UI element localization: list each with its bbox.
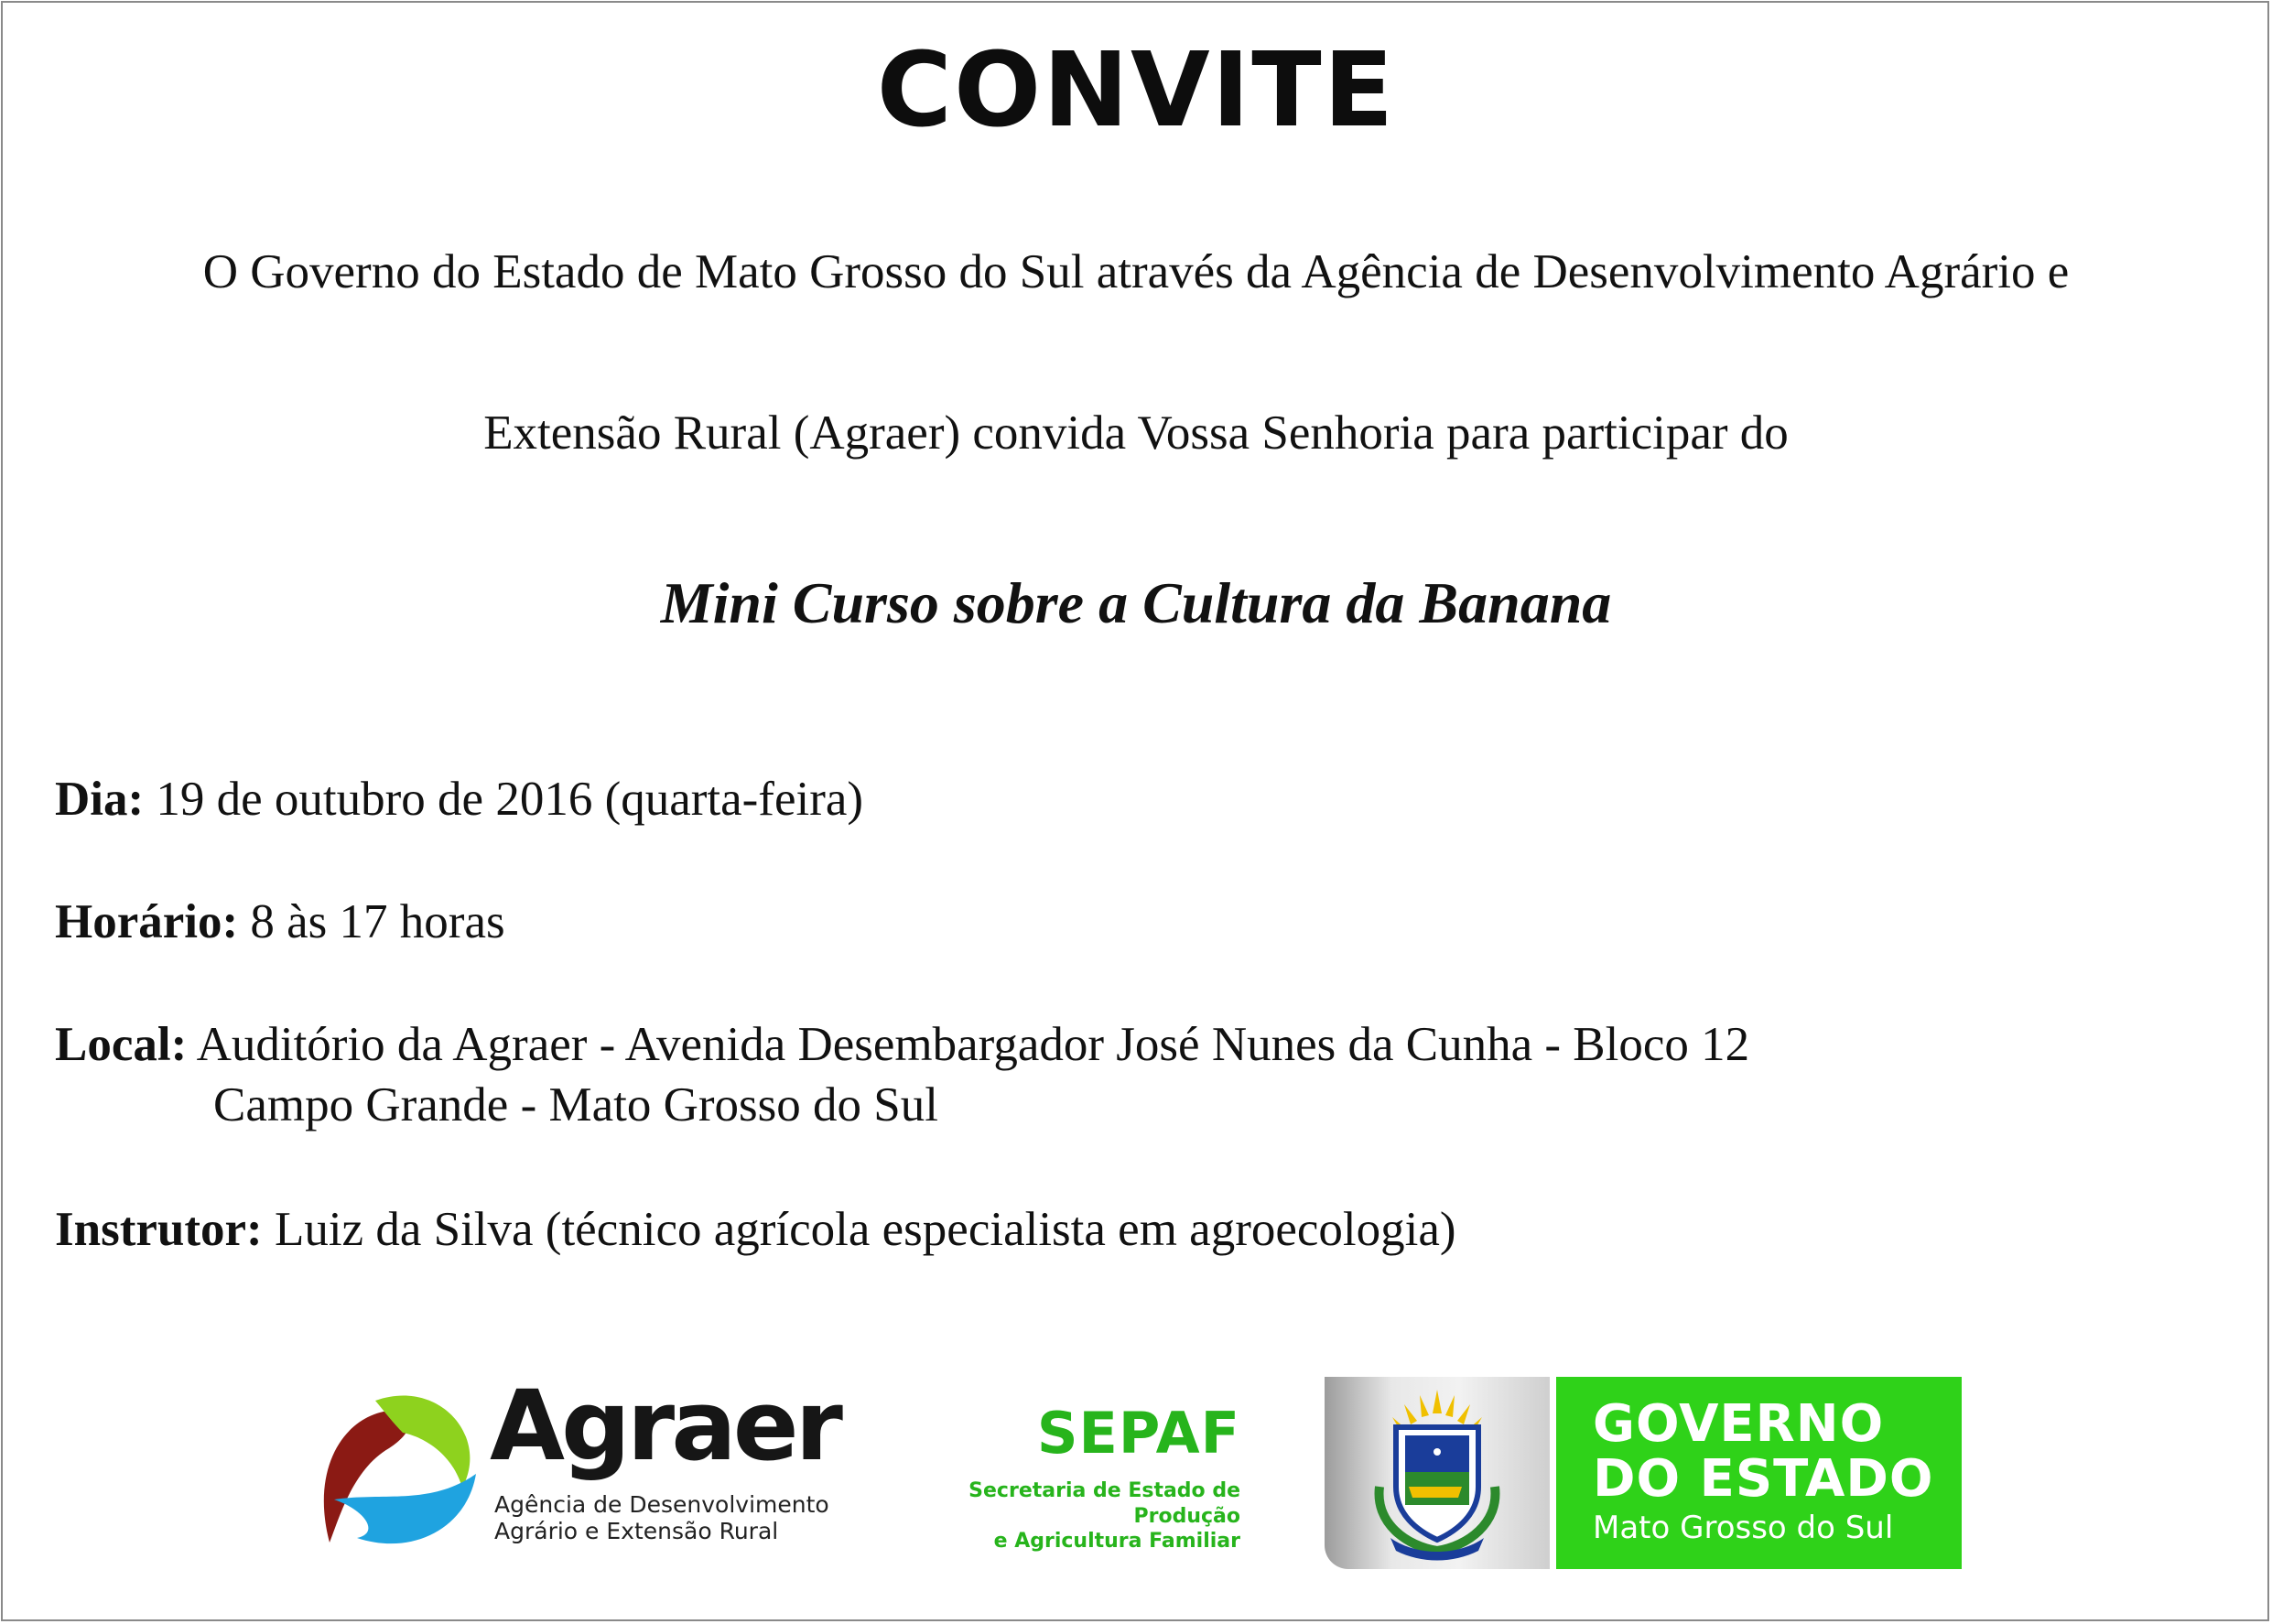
sepaf-subtitle-line-2: e Agricultura Familiar [993, 1530, 1240, 1553]
detail-local-line-2: Campo Grande - Mato Grosso do Sul [213, 1078, 938, 1132]
sepaf-logo [879, 1400, 1240, 1554]
detail-instrutor-label: Instrutor: [55, 1203, 263, 1256]
sepaf-name: SEPAF [1036, 1400, 1240, 1467]
detail-instrutor [55, 1199, 1456, 1260]
detail-horario-label: Horário: [55, 895, 239, 948]
intro-line-2: Extensão Rural (Agraer) convida Vossa Senhoria para participar do [483, 406, 1789, 460]
governo-subtitle: Mato Grosso do Sul [1593, 1510, 1894, 1546]
detail-instrutor-value: Luiz da Silva (técnico agrícola especialista em agroecologia) [274, 1203, 1456, 1256]
detail-dia [55, 769, 863, 829]
governo-line-2: DO ESTADO [1593, 1449, 1934, 1509]
governo-panel [1556, 1377, 1962, 1569]
agraer-logo [302, 1370, 839, 1565]
detail-dia-value: 19 de outubro de 2016 (quarta-feira) [156, 773, 864, 826]
state-coat-of-arms-icon [1325, 1377, 1550, 1569]
sepaf-subtitle-line-1: Secretaria de Estado de Produção [968, 1479, 1240, 1528]
crest-panel [1325, 1377, 1550, 1569]
governo-line-1: GOVERNO [1593, 1394, 1885, 1454]
detail-horario [55, 892, 505, 952]
agraer-subtitle-line-1: Agência de Desenvolvimento [494, 1491, 829, 1518]
detail-horario-value: 8 às 17 horas [250, 895, 505, 948]
agraer-name: Agraer [490, 1370, 839, 1482]
page-title: CONVITE [876, 31, 1396, 150]
agraer-subtitle [494, 1492, 829, 1545]
detail-local [55, 1014, 1749, 1136]
detail-local-label: Local: [55, 1018, 188, 1071]
course-title: Mini Curso sobre a Cultura da Banana [660, 570, 1612, 635]
intro-line-1: O Governo do Estado de Mato Grosso do Sul através da Agência de Desenvolvimento Agrário e [202, 245, 2070, 298]
agraer-swirl-icon [302, 1382, 485, 1565]
detail-dia-label: Dia: [55, 773, 145, 826]
sepaf-subtitle [879, 1478, 1240, 1554]
agraer-subtitle-line-2: Agrário e Extensão Rural [494, 1517, 779, 1544]
detail-local-line-1: Auditório da Agraer - Avenida Desembargador José Nunes da Cunha - Bloco 12 [196, 1018, 1750, 1071]
